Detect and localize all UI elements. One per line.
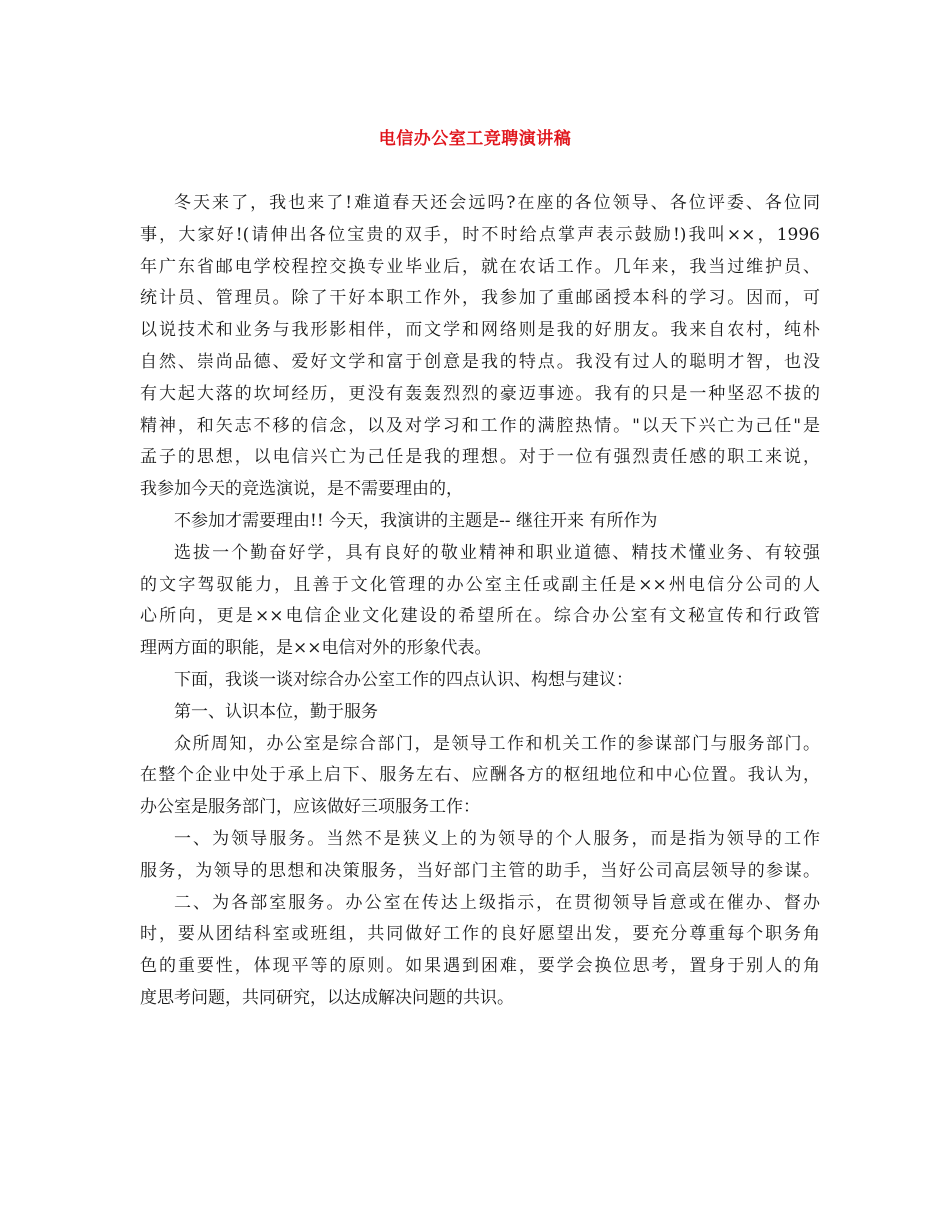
text-line: 服务，为领导的思想和决策服务，当好部门主管的助手，当好公司高层领导的参谋。 — [140, 860, 820, 881]
document-body — [140, 188, 820, 1015]
text-line: 二、为各部室服务。办公室在传达上级指示，在贯彻领导旨意或在催办、督办 — [174, 892, 820, 913]
text-line: 我参加今天的竞选演说，是不需要理由的， — [140, 479, 463, 500]
text-line: 统计员、管理员。除了干好本职工作外，我参加了重邮函授本科的学习。因而，可 — [140, 288, 820, 309]
text-line: 以说技术和业务与我形影相伴，而文学和网络则是我的好朋友。我来自农村，纯朴 — [140, 320, 820, 341]
text-line: 心所向，更是××电信企业文化建设的希望所在。综合办公室有文秘宣传和行政管 — [140, 606, 820, 627]
text-line: 有大起大落的坎坷经历，更没有轰轰烈烈的豪迈事迹。我有的只是一种坚忍不拔的 — [140, 383, 820, 404]
document-title: 电信办公室工竞聘演讲稿 — [378, 129, 572, 149]
text-line: 办公室是服务部门，应该做好三项服务工作： — [140, 797, 480, 818]
text-line: 冬天来了，我也来了!难道春天还会远吗?在座的各位领导、各位评委、各位同 — [174, 193, 820, 213]
text-line: 一、为领导服务。当然不是狭义上的为领导的个人服务，而是指为领导的工作 — [174, 828, 820, 849]
text-line: 精神，和矢志不移的信念，以及对学习和工作的满腔热情。"以天下兴亡为己任"是 — [140, 415, 820, 436]
text-line: 孟子的思想，以电信兴亡为己任是我的理想。对于一位有强烈责任感的职工来说， — [140, 447, 820, 468]
text-line: 年广东省邮电学校程控交换专业毕业后，就在农话工作。几年来，我当过维护员、 — [140, 256, 820, 277]
text-line: 的文字驾驭能力，且善于文化管理的办公室主任或副主任是××州电信分公司的人 — [140, 574, 820, 595]
text-line: 在整个企业中处于承上启下、服务左右、应酬各方的枢纽地位和中心位置。我认为， — [140, 765, 820, 786]
text-line: 下面，我谈一谈对综合办公室工作的四点认识、构想与建议： — [174, 669, 633, 690]
text-line: 自然、崇尚品德、爱好文学和富于创意是我的特点。我没有过人的聪明才智，也没 — [140, 351, 820, 372]
text-line: 不参加才需要理由!! 今天，我演讲的主题是-- 继往开来 有所作为 — [174, 510, 658, 531]
text-line: 第一、认识本位，勤于服务 — [174, 701, 378, 722]
text-line: 色的重要性，体现平等的原则。如果遇到困难，要学会换位思考，置身于别人的角 — [140, 956, 820, 977]
text-line: 事，大家好!(请伸出各位宝贵的双手，时不时给点掌声表示鼓励!)我叫××，1996 — [140, 224, 820, 245]
text-line: 众所周知，办公室是综合部门，是领导工作和机关工作的参谋部门与服务部门。 — [174, 733, 820, 754]
text-line: 选拔一个勤奋好学，具有良好的敬业精神和职业道德、精技术懂业务、有较强 — [174, 542, 820, 563]
text-line: 时，要从团结科室或班组，共同做好工作的良好愿望出发，要充分尊重每个职务角 — [140, 924, 820, 945]
text-line: 理两方面的职能，是××电信对外的形象代表。 — [140, 638, 492, 659]
text-line: 度思考问题，共同研究，以达成解决问题的共识。 — [140, 987, 514, 1008]
